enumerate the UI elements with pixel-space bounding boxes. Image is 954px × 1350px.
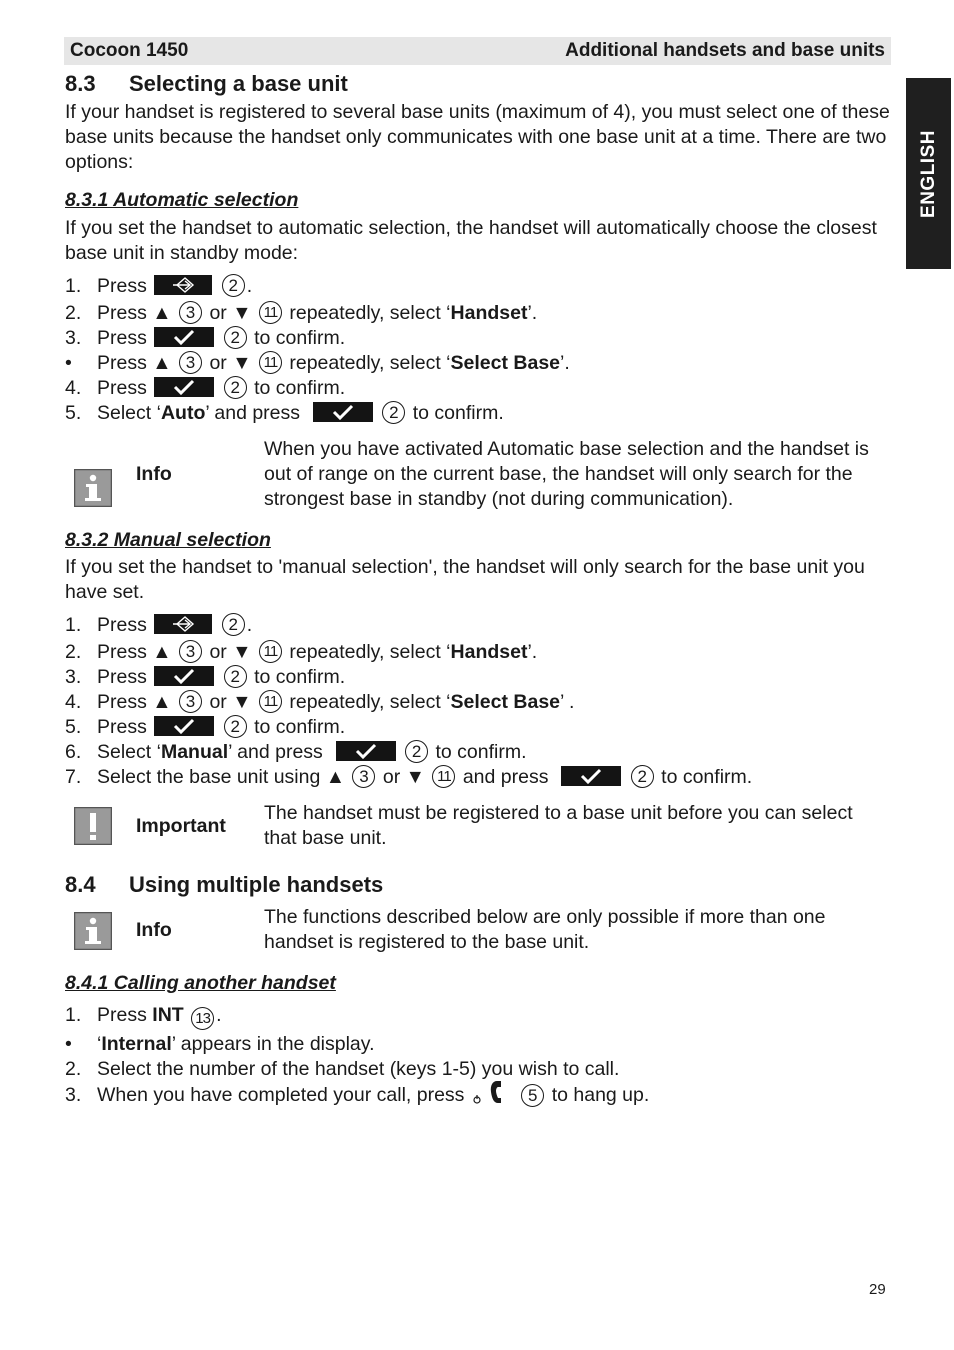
key-number: 2 [222,613,245,636]
down-arrow-icon: ▼ [232,302,252,324]
section-8-3-heading [65,71,348,97]
step-item: 1. Press 2 . [65,275,253,297]
key-number: 5 [521,1084,544,1107]
info-icon [74,469,112,507]
down-arrow-icon: ▼ [232,691,252,713]
up-arrow-icon: ▲ [325,766,346,788]
info-icon [74,912,112,950]
step-item: 2. Press ▲ 3 or ▼ 11 repeatedly, select ‘Handset’. [65,641,538,663]
note-text: The handset must be registered to a base unit before you can select that base unit. [264,802,853,849]
step-item: 7. Select the base unit using ▲ 3 or ▼ 11 and press 2 to confirm. [65,766,753,788]
language-tab [906,78,951,269]
key-number: 3 [179,690,202,713]
key-number: 2 [224,326,247,349]
subsection-8-3-1-heading: 8.3.1 Automatic selection [65,189,299,211]
step-item: 2. Select the number of the handset (keys 1-5) you wish to call. [65,1058,620,1080]
step-item: 5. Select ‘Auto’ and press 2 to confirm. [65,402,504,424]
section-title: Selecting a base unit [129,71,348,96]
subsection-8-3-1-intro: If you set the handset to automatic selection, the handset will automatically choose the closest base unit in standby mode: [65,217,877,264]
checkmark-icon [561,766,621,786]
step-item: 6. Select ‘Manual’ and press 2 to confirm. [65,741,527,763]
step-item: • ‘Internal’ appears in the display. [65,1033,375,1055]
down-arrow-icon: ▼ [405,766,425,788]
page-header [64,37,891,65]
key-number: 11 [259,640,282,663]
menu-arrow-icon [154,614,212,634]
section-number: 8.4 [65,872,96,897]
checkmark-icon [154,716,214,736]
step-item: • Press ▲ 3 or ▼ 11 repeatedly, select ‘Select Base’. [65,352,570,374]
up-arrow-icon: ▲ [152,641,172,663]
section-number: 8.3 [65,71,96,96]
language-tab-label: ENGLISH [917,129,939,218]
checkmark-icon [336,741,396,761]
key-number: 3 [179,301,202,324]
section-title: Using multiple handsets [129,872,384,897]
step-item: 3. Press 2 to confirm. [65,666,346,688]
key-number: 11 [259,351,282,374]
note-label: Important [136,815,226,837]
note-label: Info [136,919,172,941]
key-number: 2 [631,765,654,788]
up-arrow-icon: ▲ [152,302,172,324]
page-number: 29 [869,1281,886,1298]
note-text: The functions described below are only possible if more than one handset is registered to the base unit. [264,906,826,953]
step-item: 2. Press ▲ 3 or ▼ 11 repeatedly, select ‘Handset’. [65,302,538,324]
menu-arrow-icon [154,275,212,295]
step-item: 4. Press ▲ 3 or ▼ 11 repeatedly, select ‘Select Base’ . [65,691,575,713]
checkmark-icon [154,666,214,686]
step-item: 3. Press 2 to confirm. [65,327,346,349]
key-number: 11 [432,765,455,788]
key-number: 2 [222,274,245,297]
step-item: 1. Press 2 . [65,614,253,636]
section-8-3-intro: If your handset is registered to several base units (maximum of 4), you must select one of these base units because the handset only communicates with one base unit at a time. There are two options: [65,101,890,173]
checkmark-icon [154,327,214,347]
key-number: 11 [259,301,282,324]
section-8-4-heading [65,872,383,898]
header-chapter: Additional handsets and base units [565,40,885,61]
key-number: 11 [259,690,282,713]
checkmark-icon [313,402,373,422]
exclamation-icon [74,807,112,845]
key-number: 2 [382,401,405,424]
step-item: 1. Press INT 13 . [65,1003,222,1028]
step-item: 3. When you have completed your call, press 5 to hang up. [65,1082,649,1110]
down-arrow-icon: ▼ [232,352,252,374]
subsection-8-3-2-intro: If you set the handset to 'manual selection', the handset will only search for the base unit you have set. [65,556,865,603]
header-product: Cocoon 1450 [70,40,189,61]
hang-up-icon [470,1079,514,1107]
key-number: 2 [405,740,428,763]
key-number: 3 [179,351,202,374]
key-number: 2 [224,376,247,399]
key-number: 3 [352,765,375,788]
key-number: 3 [179,640,202,663]
up-arrow-icon: ▲ [152,691,172,713]
step-item: 4. Press 2 to confirm. [65,377,346,399]
subsection-8-4-1-heading: 8.4.1 Calling another handset [65,972,336,994]
note-label: Info [136,463,172,485]
up-arrow-icon: ▲ [152,352,172,374]
note-text: When you have activated Automatic base selection and the handset is out of range on the current base, the handset will only search for the strongest base in standby (not during communication). [264,438,869,510]
down-arrow-icon: ▼ [232,641,252,663]
step-item: 5. Press 2 to confirm. [65,716,346,738]
key-number: 2 [224,665,247,688]
checkmark-icon [154,377,214,397]
subsection-8-3-2-heading: 8.3.2 Manual selection [65,529,271,551]
key-number: 2 [224,715,247,738]
key-number: 13 [191,1007,214,1030]
